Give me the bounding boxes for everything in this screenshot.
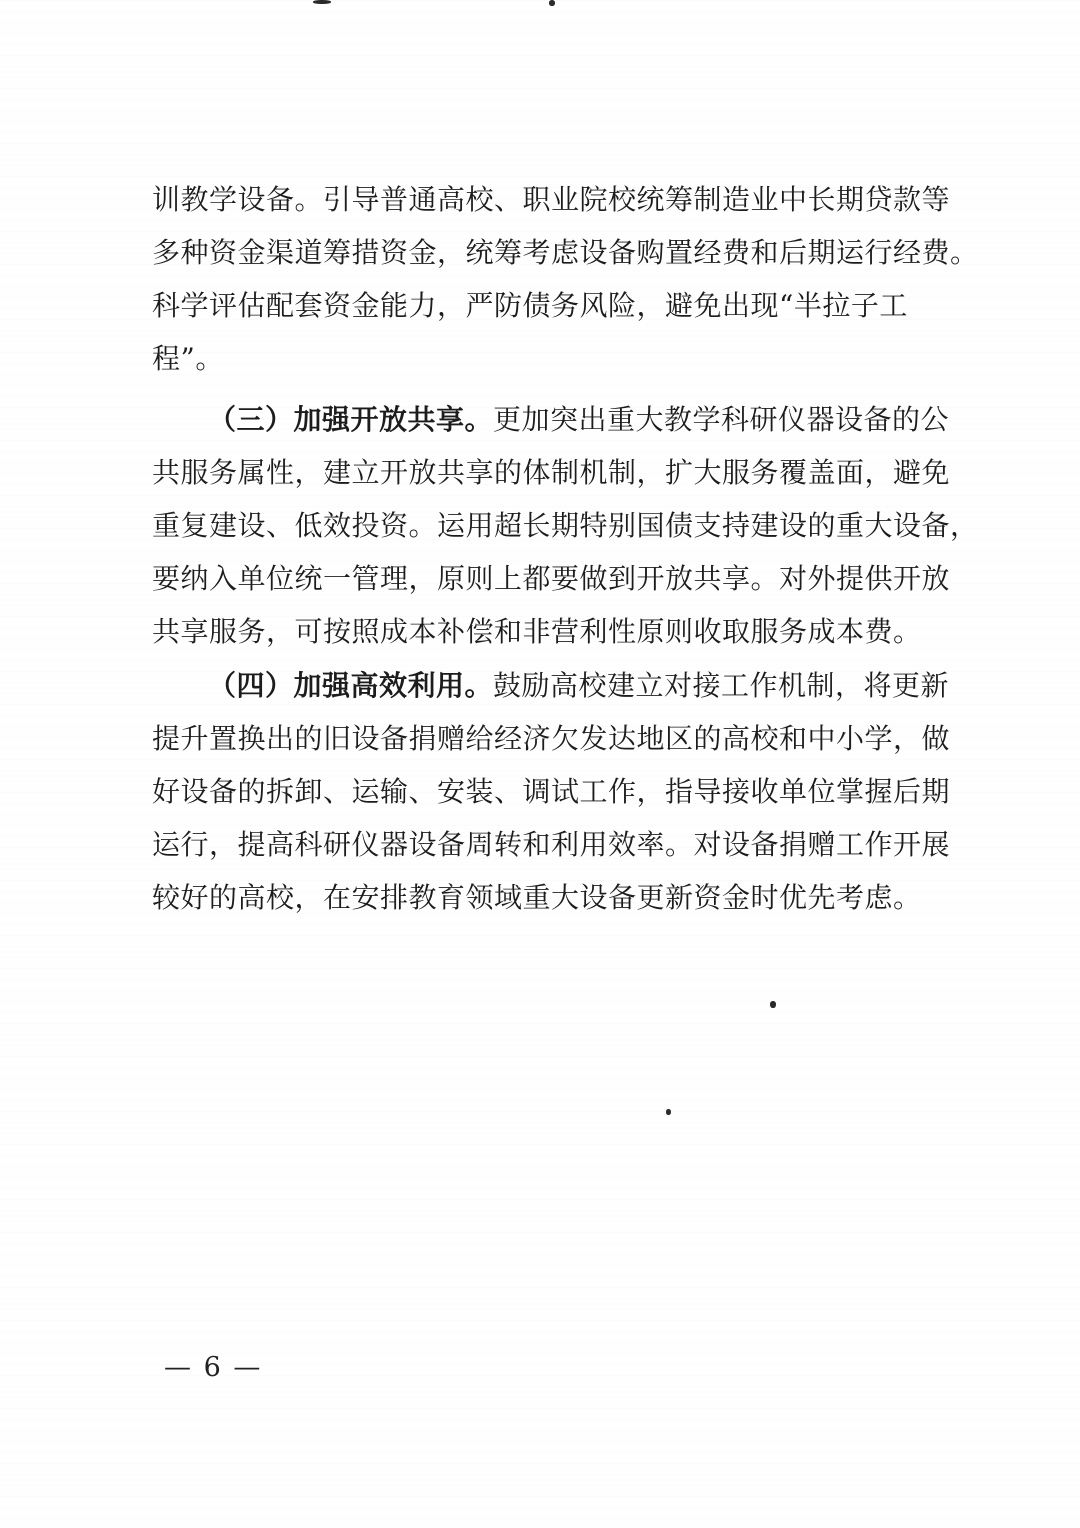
text-line: （三）加强开放共享。更加突出重大教学科研仪器设备的公: [208, 403, 950, 436]
text-line: 要纳入单位统一管理，原则上都要做到开放共享。对外提供开放: [152, 562, 951, 595]
text-line: （四）加强高效利用。鼓励高校建立对接工作机制，将更新: [208, 669, 950, 702]
text-line: 多种资金渠道筹措资金，统筹考虑设备购置经费和后期运行经费。: [152, 236, 979, 269]
page-number: — 6 —: [164, 1352, 263, 1383]
text-line: 好设备的拆卸、运输、安装、调试工作，指导接收单位掌握后期: [152, 775, 951, 808]
text-line: 重复建设、低效投资。运用超长期特别国债支持建设的重大设备，: [152, 509, 979, 542]
text-line: 较好的高校，在安排教育领域重大设备更新资金时优先考虑。: [152, 881, 922, 914]
scan-speck: [666, 1109, 671, 1115]
text-line: 共服务属性，建立开放共享的体制机制，扩大服务覆盖面，避免: [152, 456, 951, 489]
text-line: 共享服务，可按照成本补偿和非营利性原则收取服务成本费。: [152, 615, 922, 648]
text-line: 运行，提高科研仪器设备周转和利用效率。对设备捐赠工作开展: [152, 828, 951, 861]
section-heading: （三）加强开放共享。: [208, 403, 494, 436]
scan-speck: [770, 1001, 776, 1008]
text-line: 提升置换出的旧设备捐赠给经济欠发达地区的高校和中小学，做: [152, 722, 951, 755]
section-heading: （四）加强高效利用。: [208, 669, 494, 702]
text-line: 程”。: [152, 342, 224, 375]
text-line: 科学评估配套资金能力，严防债务风险，避免出现“半拉子工: [152, 289, 908, 322]
scan-speck: [313, 0, 331, 4]
scan-speck: [549, 0, 555, 6]
text-line: 训教学设备。引导普通高校、职业院校统筹制造业中长期贷款等: [152, 183, 951, 216]
